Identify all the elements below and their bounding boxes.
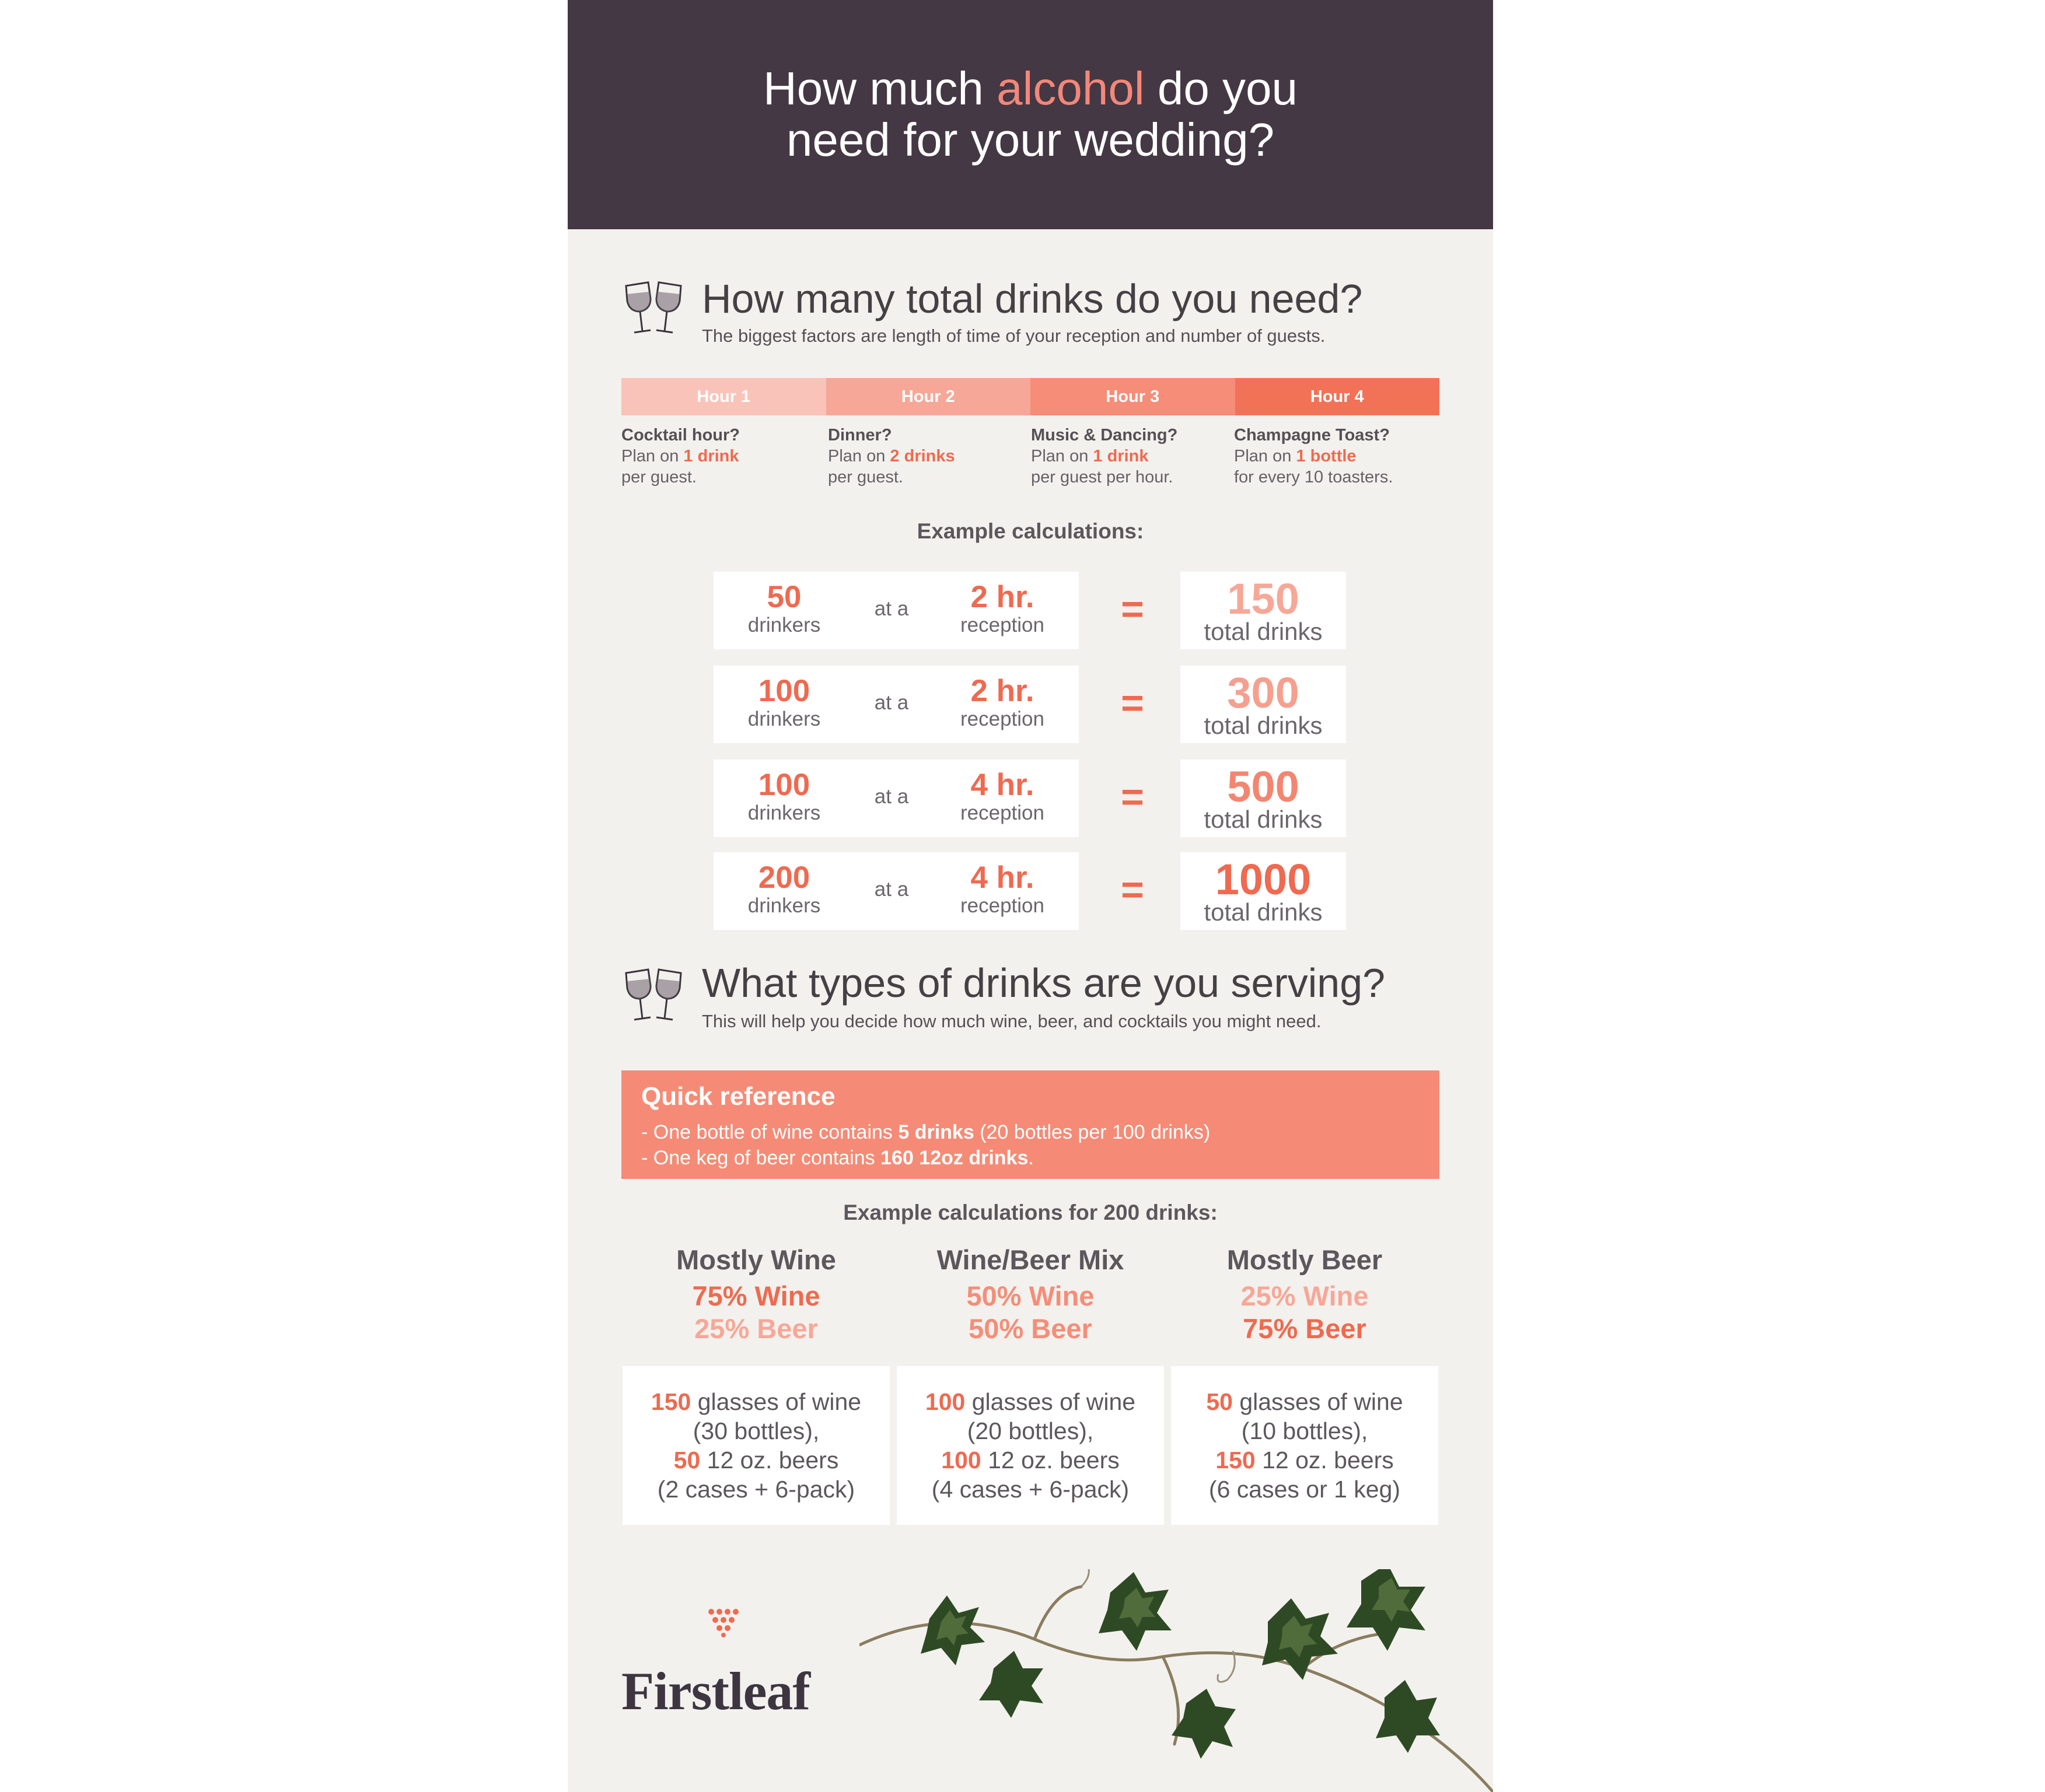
example-200-label: Example calculations for 200 drinks:	[843, 1200, 1218, 1224]
result-2-beer	[897, 1446, 1164, 1475]
hour-4-question: Champagne Toast?	[1234, 426, 1390, 444]
header-banner	[568, 0, 1493, 229]
hour-2-question: Dinner?	[828, 426, 892, 444]
total-2-unit: total drinks	[1204, 712, 1323, 739]
mix-2-name: Wine/Beer Mix	[936, 1244, 1124, 1275]
total-box-1	[1180, 572, 1346, 649]
calc-1-hours-unit: reception	[960, 614, 1044, 636]
mix-3-name: Mostly Beer	[1226, 1244, 1383, 1275]
example-calculations-label: Example calculations:	[917, 519, 1144, 543]
calc-3-drinkers: 100	[758, 768, 810, 802]
wine-glasses-icon	[621, 963, 686, 1027]
result-3-beer-count: 150	[1215, 1447, 1256, 1474]
result-1-beer-text: 12 oz. beers	[700, 1447, 839, 1474]
calc-3-hours-unit: reception	[960, 802, 1044, 824]
mix-3-wine: 25% Wine	[1240, 1280, 1369, 1311]
calc-4-hours-unit: reception	[960, 894, 1044, 917]
calc-2-at: at a	[874, 691, 909, 714]
hour-1-description	[621, 425, 826, 488]
title-line2: need for your wedding?	[786, 114, 1275, 166]
wine-glasses-icon	[621, 275, 686, 340]
hour-2-description	[828, 425, 1032, 488]
quick-reference-title: Quick reference	[641, 1082, 836, 1111]
mix-2-wine: 50% Wine	[966, 1280, 1095, 1311]
hour-3-description	[1031, 425, 1235, 488]
title-part2: do you	[1144, 62, 1298, 114]
result-3-bottles: (10 bottles),	[1241, 1418, 1368, 1444]
result-1-packs: (2 cases + 6-pack)	[657, 1476, 855, 1503]
calc-2-drinkers-unit: drinkers	[747, 708, 821, 730]
calc-1-at: at a	[874, 597, 909, 620]
qr2-suffix: .	[1028, 1147, 1034, 1169]
hour-1-plan-prefix: Plan on	[621, 447, 684, 466]
hour-3-label: Hour 3	[1030, 378, 1235, 415]
qr1-bold: 5 drinks	[898, 1121, 974, 1143]
total-4-unit: total drinks	[1204, 898, 1323, 926]
result-3-wine-text: glasses of wine	[1232, 1388, 1403, 1415]
hour-2-plan-suffix: per guest.	[828, 468, 903, 487]
mix-1-wine: 75% Wine	[692, 1280, 820, 1311]
calc-3-drinkers-unit: drinkers	[747, 802, 821, 824]
quick-reference-line-2	[641, 1146, 1034, 1170]
result-3-packs: (6 cases or 1 keg)	[1208, 1476, 1401, 1503]
total-box-3	[1180, 760, 1346, 837]
hour-1-plan-suffix: per guest.	[621, 468, 697, 487]
hour-1-question: Cocktail hour?	[621, 426, 740, 444]
title-accent: alcohol	[997, 62, 1145, 114]
section1-title: How many total drinks do you need?	[702, 276, 1363, 321]
result-2-packs: (4 cases + 6-pack)	[931, 1476, 1130, 1503]
result-box-1	[623, 1366, 890, 1525]
grape-vine-illustration	[859, 1569, 1493, 1792]
result-3-wine	[1171, 1387, 1438, 1416]
total-4-value: 1000	[1215, 855, 1312, 904]
mix-mostly-beer	[1170, 1242, 1439, 1345]
result-2-beer-count: 100	[941, 1447, 981, 1474]
mix-wine-beer	[896, 1242, 1165, 1345]
result-2-wine-text: glasses of wine	[965, 1388, 1136, 1415]
calc-1-hours: 2 hr.	[970, 580, 1034, 614]
title-part1: How much	[763, 62, 997, 114]
result-1-wine	[623, 1387, 890, 1416]
hour-4-plan-suffix: for every 10 toasters.	[1234, 468, 1393, 487]
total-3-value: 500	[1227, 762, 1299, 811]
infographic	[568, 0, 1493, 1792]
brand-logo: Firstleaf	[621, 1661, 810, 1721]
mix-2-beer: 50% Beer	[969, 1313, 1092, 1344]
result-3-beer-text: 12 oz. beers	[1255, 1447, 1394, 1474]
grape-cluster-icon	[707, 1607, 739, 1637]
calc-4-at: at a	[874, 878, 909, 901]
equals-sign-1: =	[1121, 587, 1144, 631]
result-1-wine-text: glasses of wine	[691, 1388, 862, 1415]
result-1-bottles: (30 bottles),	[693, 1418, 820, 1444]
equals-sign-4: =	[1121, 867, 1144, 912]
hour-3-plan-prefix: Plan on	[1031, 447, 1093, 466]
result-2-bottles: (20 bottles),	[967, 1418, 1094, 1444]
calc-row-3	[714, 760, 1079, 837]
quick-reference-box	[621, 1070, 1439, 1179]
qr2-bold: 160 12oz drinks	[880, 1147, 1029, 1169]
total-1-value: 150	[1227, 575, 1299, 623]
hour-3-plan-value: 1 drink	[1093, 447, 1149, 466]
hour-4-label: Hour 4	[1235, 378, 1440, 415]
hour-3-plan-suffix: per guest per hour.	[1031, 468, 1173, 487]
hour-4-plan-value: 1 bottle	[1296, 447, 1357, 466]
hour-2-label: Hour 2	[826, 378, 1031, 415]
total-box-4	[1180, 852, 1346, 930]
mix-mostly-wine	[622, 1242, 890, 1345]
calc-1-drinkers-unit: drinkers	[747, 614, 821, 636]
result-box-3	[1171, 1366, 1438, 1525]
result-box-2	[897, 1366, 1164, 1525]
quick-reference-line-1	[641, 1121, 1210, 1144]
equals-sign-2: =	[1121, 681, 1144, 725]
calc-row-1	[714, 572, 1079, 649]
calc-4-hours: 4 hr.	[970, 860, 1034, 895]
result-2-beer-text: 12 oz. beers	[981, 1447, 1120, 1474]
page-title	[568, 63, 1493, 166]
hour-1-plan-value: 1 drink	[683, 447, 739, 466]
equals-sign-3: =	[1121, 775, 1144, 819]
result-1-beer-count: 50	[673, 1447, 701, 1474]
calc-2-hours-unit: reception	[960, 708, 1044, 730]
result-2-wine	[897, 1387, 1164, 1416]
calc-1-drinkers: 50	[767, 580, 802, 614]
result-2-wine-count: 100	[925, 1388, 966, 1415]
hour-2-plan-value: 2 drinks	[890, 447, 955, 466]
hour-4-plan-prefix: Plan on	[1234, 447, 1296, 466]
total-3-unit: total drinks	[1204, 806, 1323, 833]
section2-title: What types of drinks are you serving?	[702, 960, 1386, 1006]
qr1-suffix: (20 bottles per 100 drinks)	[974, 1121, 1211, 1143]
result-3-beer	[1171, 1446, 1438, 1475]
calc-2-hours: 2 hr.	[970, 674, 1034, 708]
calc-3-hours: 4 hr.	[970, 768, 1034, 802]
total-1-unit: total drinks	[1204, 618, 1323, 645]
section2-subtitle: This will help you decide how much wine, beer, and cocktails you might need.	[702, 1011, 1322, 1031]
result-1-wine-count: 150	[651, 1388, 691, 1415]
calc-2-drinkers: 100	[758, 674, 810, 708]
hour-bar	[621, 378, 1439, 415]
calc-4-drinkers: 200	[758, 860, 810, 895]
result-3-wine-count: 50	[1206, 1388, 1233, 1415]
calc-row-4	[714, 852, 1079, 930]
hour-2-plan-prefix: Plan on	[828, 447, 890, 466]
calc-4-drinkers-unit: drinkers	[747, 894, 821, 917]
calc-row-2	[714, 666, 1079, 743]
mix-1-name: Mostly Wine	[676, 1244, 836, 1275]
hour-1-label: Hour 1	[621, 378, 826, 415]
calc-3-at: at a	[874, 785, 909, 808]
hour-3-question: Music & Dancing?	[1031, 426, 1178, 444]
qr1-prefix: - One bottle of wine contains	[641, 1121, 899, 1143]
total-2-value: 300	[1227, 668, 1299, 717]
mix-3-beer: 75% Beer	[1243, 1313, 1366, 1344]
section1-subtitle: The biggest factors are length of time of your reception and number of guests.	[702, 326, 1326, 346]
qr2-prefix: - One keg of beer contains	[641, 1147, 881, 1169]
hour-4-description	[1234, 425, 1438, 488]
result-1-beer	[623, 1446, 890, 1475]
mix-1-beer: 25% Beer	[694, 1313, 818, 1344]
total-box-2	[1180, 666, 1346, 743]
